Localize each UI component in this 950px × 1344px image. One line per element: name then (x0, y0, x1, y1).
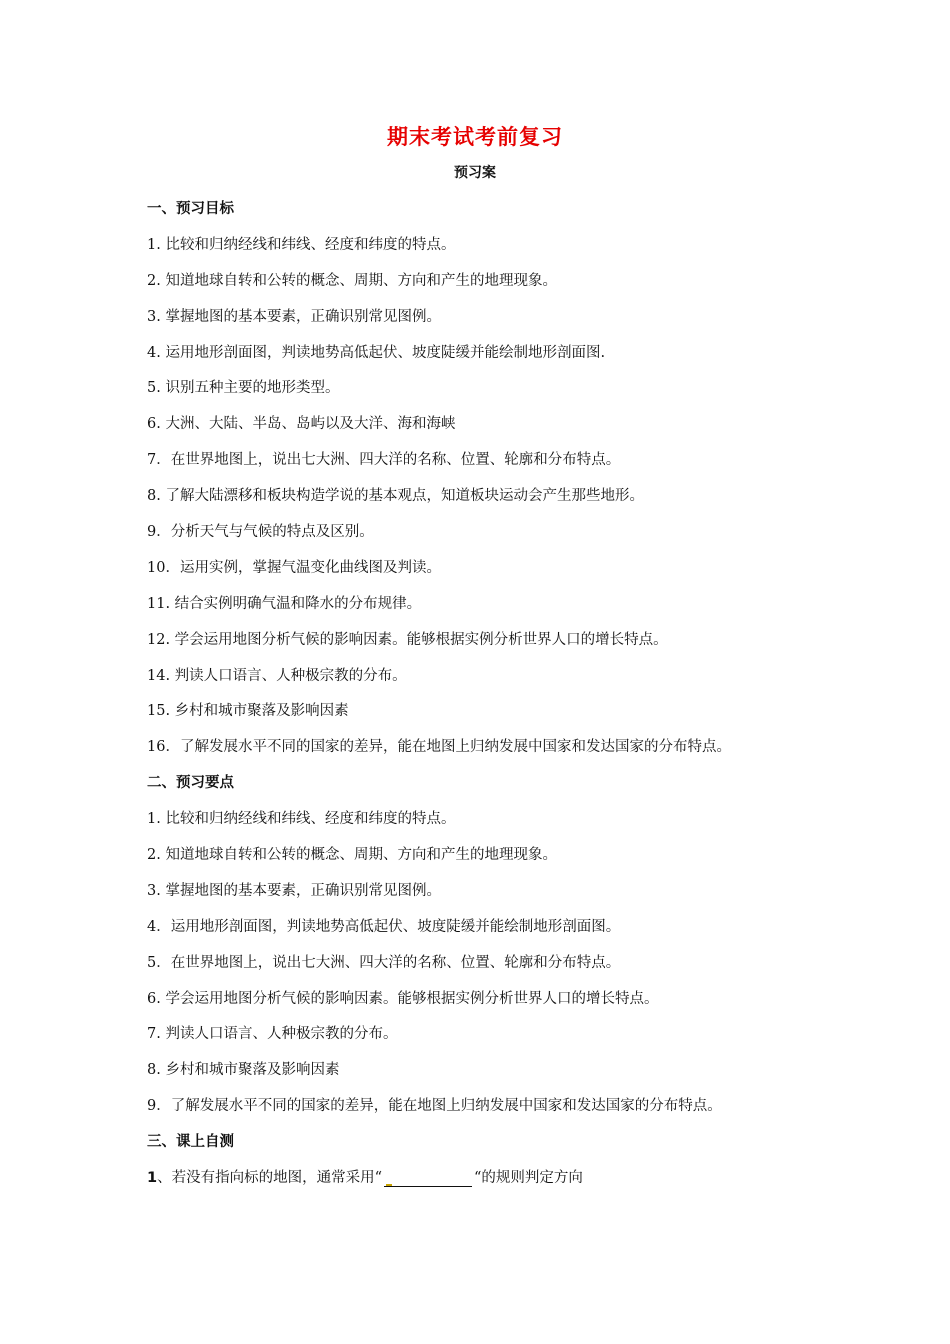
key-point-item: 3. 掌握地图的基本要素，正确识别常见图例。 (147, 882, 441, 899)
goal-item: 14. 判读人口语言、人种极宗教的分布。 (147, 667, 407, 684)
document-title: 期末考试考前复习 (387, 125, 563, 149)
section-heading-self-test: 三、课上自测 (147, 1134, 234, 1151)
question-1 (147, 1161, 867, 1197)
key-point-item: 9．了解发展水平不同的国家的差异，能在地图上归纳发展中国家和发达国家的分布特点。 (147, 1098, 722, 1115)
key-point-item: 1. 比较和归纳经线和纬线、经度和纬度的特点。 (147, 811, 456, 828)
goal-item: 6. 大洲、大陆、半岛、岛屿以及大洋、海和海峡 (147, 416, 456, 433)
goal-item: 12. 学会运用地图分析气候的影响因素。能够根据实例分析世界人口的增长特点。 (147, 631, 668, 648)
question-number: 1 (147, 1170, 158, 1187)
goal-item: 10．运用实例，掌握气温变化曲线图及判读。 (147, 559, 441, 576)
goal-item: 5. 识别五种主要的地形类型。 (147, 380, 340, 397)
section-heading-goals: 一、预习目标 (147, 201, 234, 217)
key-point-item: 8. 乡村和城市聚落及影响因素 (147, 1062, 340, 1079)
section-heading-key-points: 二、预习要点 (147, 775, 234, 792)
goal-item: 15. 乡村和城市聚落及影响因素 (147, 703, 349, 720)
document-subtitle: 预习案 (454, 165, 496, 181)
goal-item: 3. 掌握地图的基本要素，正确识别常见图例。 (147, 308, 441, 325)
goal-item: 8. 了解大陆漂移和板块构造学说的基本观点，知道板块运动会产生那些地形。 (147, 488, 644, 505)
question-text-before: 、若没有指向标的地图，通常采用“ (157, 1170, 383, 1187)
document-body (147, 192, 867, 1197)
question-text-after: “的规则判定方向 (474, 1170, 583, 1187)
goal-item: 1. 比较和归纳经线和纬线、经度和纬度的特点。 (147, 236, 456, 253)
goal-item: 7．在世界地图上，说出七大洲、四大洋的名称、位置、轮廓和分布特点。 (147, 452, 621, 469)
key-point-item: 2. 知道地球自转和公转的概念、周期、方向和产生的地理现象。 (147, 847, 557, 864)
goal-item: 16．了解发展水平不同的国家的差异，能在地图上归纳发展中国家和发达国家的分布特点。 (147, 739, 731, 756)
goal-item: 4. 运用地形剖面图，判读地势高低起伏、坡度陡缓并能绘制地形剖面图. (147, 344, 606, 361)
blank-mark (386, 1184, 392, 1186)
goal-item: 11. 结合实例明确气温和降水的分布规律。 (147, 595, 422, 612)
key-point-item: 4．运用地形剖面图，判读地势高低起伏、坡度陡缓并能绘制地形剖面图。 (147, 918, 621, 935)
answer-blank[interactable] (384, 1170, 472, 1187)
key-point-item: 5．在世界地图上，说出七大洲、四大洋的名称、位置、轮廓和分布特点。 (147, 954, 621, 971)
goal-item: 2. 知道地球自转和公转的概念、周期、方向和产生的地理现象。 (147, 272, 557, 289)
goal-item: 9．分析天气与气候的特点及区别。 (147, 524, 374, 541)
key-point-item: 6. 学会运用地图分析气候的影响因素。能够根据实例分析世界人口的增长特点。 (147, 990, 659, 1007)
key-point-item: 7. 判读人口语言、人种极宗教的分布。 (147, 1026, 398, 1043)
